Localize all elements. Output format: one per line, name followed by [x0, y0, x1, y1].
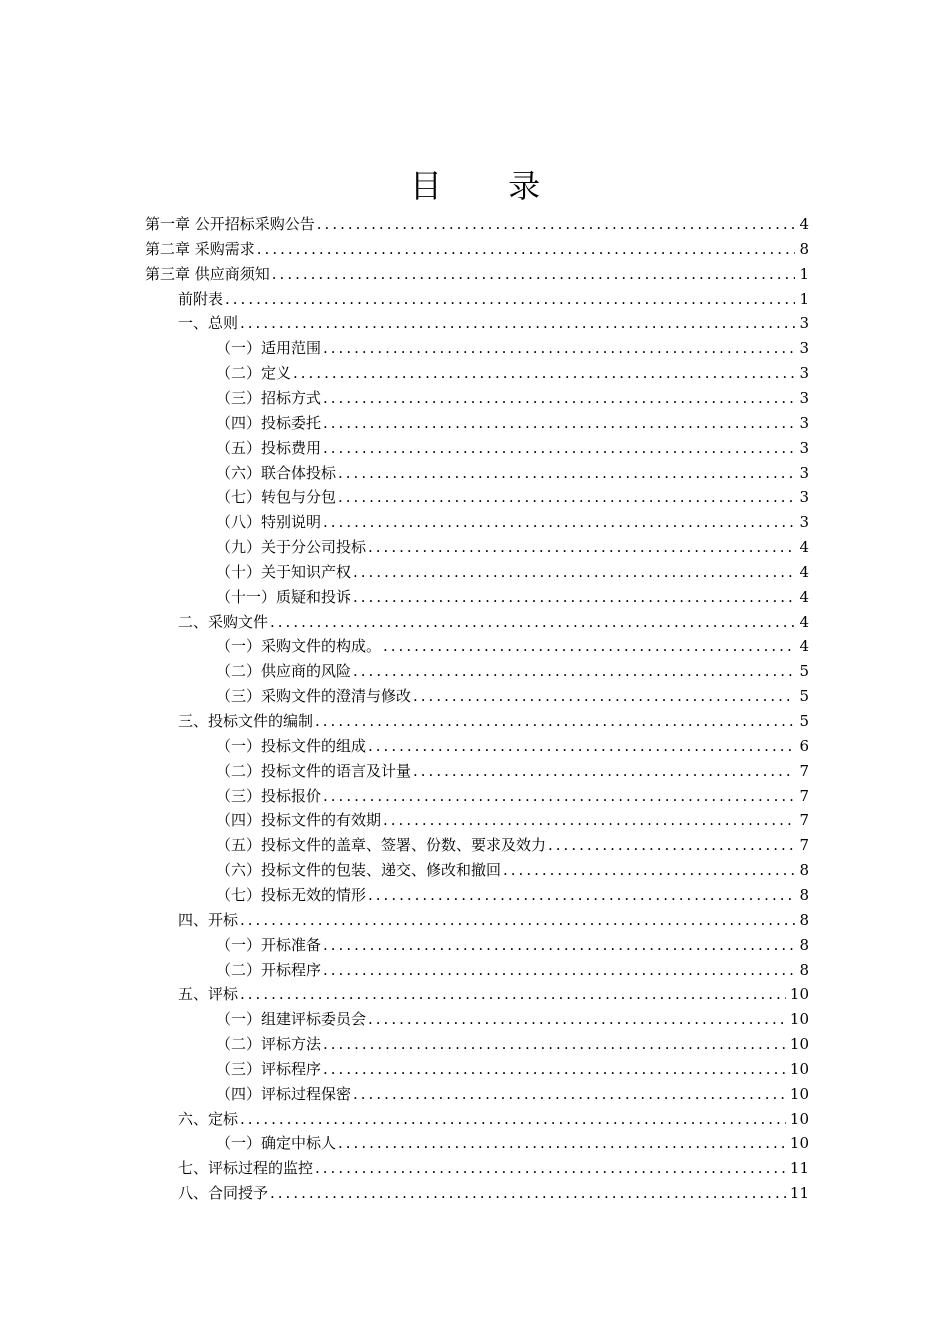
page-title: 目 录	[409, 167, 569, 205]
dot-leader	[353, 587, 795, 607]
dot-leader	[317, 214, 795, 234]
toc-entry-label: （三）招标方式	[216, 388, 322, 407]
toc-entry-label: 八、合同授予	[178, 1184, 269, 1203]
toc-entry-page: 7	[799, 786, 809, 805]
toc-entry-label: （二）供应商的风险	[216, 662, 352, 681]
dot-leader	[368, 537, 795, 557]
toc-entry[interactable]	[216, 1079, 809, 1104]
toc-entry[interactable]	[145, 259, 809, 284]
toc-entry-page: 4	[799, 562, 809, 581]
toc-entry-page: 11	[789, 1159, 809, 1178]
toc-entry[interactable]	[216, 408, 809, 433]
toc-entry-page: 1	[799, 289, 809, 308]
toc-entry-label: （四）投标委托	[216, 413, 322, 432]
toc-entry-label: 二、采购文件	[178, 612, 269, 631]
dot-leader	[353, 661, 795, 681]
toc-entry-page: 8	[799, 935, 809, 954]
toc-entry-page: 6	[799, 736, 809, 755]
toc-entry[interactable]	[178, 308, 809, 333]
dot-leader	[338, 487, 795, 507]
toc-entry-page: 4	[799, 215, 809, 233]
dot-leader	[383, 810, 795, 830]
toc-entry[interactable]	[216, 830, 809, 855]
dot-leader	[338, 463, 795, 483]
toc-entry[interactable]	[216, 781, 809, 806]
toc-entry[interactable]	[178, 706, 809, 731]
toc-entry-label: 第三章 供应商须知	[145, 264, 270, 283]
dot-leader	[323, 413, 795, 433]
toc-entry-page: 3	[799, 388, 809, 407]
dot-leader	[323, 512, 795, 532]
toc-entry[interactable]	[216, 681, 809, 706]
toc-entry[interactable]	[216, 1029, 809, 1054]
toc-entry[interactable]	[216, 1054, 809, 1079]
dot-leader	[323, 1059, 786, 1079]
toc-entry-page: 8	[799, 239, 809, 258]
toc-entry-label: 一、总则	[178, 314, 239, 333]
toc-entry-page: 8	[799, 861, 809, 880]
toc-entry-label: （九）关于分公司投标	[216, 538, 367, 557]
toc-entry-label: （一）适用范围	[216, 339, 322, 358]
toc-entry-page: 3	[799, 463, 809, 482]
dot-leader	[240, 984, 786, 1004]
toc-entry[interactable]	[216, 1004, 809, 1029]
toc-entry[interactable]	[216, 582, 809, 607]
toc-entry[interactable]	[216, 805, 809, 830]
toc-entry-page: 4	[799, 538, 809, 557]
toc-entry[interactable]	[178, 905, 809, 930]
toc-entry[interactable]	[216, 333, 809, 358]
toc-entry-page: 8	[799, 885, 809, 904]
toc-entry-page: 3	[799, 438, 809, 457]
toc-entry[interactable]	[178, 1153, 809, 1178]
toc-entry[interactable]	[216, 855, 809, 880]
toc-entry-label: 第一章 公开招标采购公告	[145, 215, 315, 233]
toc-entry[interactable]	[216, 880, 809, 905]
dot-leader	[368, 736, 795, 756]
toc-entry-page: 3	[799, 413, 809, 432]
dot-leader	[368, 1009, 786, 1029]
toc-entry[interactable]	[216, 383, 809, 408]
dot-leader	[323, 786, 795, 806]
toc-entry[interactable]	[216, 756, 809, 781]
toc-entry-page: 8	[799, 910, 809, 929]
toc-entry-label: （三）评标程序	[216, 1059, 322, 1078]
toc-entry[interactable]	[216, 930, 809, 955]
toc-entry[interactable]	[216, 458, 809, 483]
dot-leader	[257, 239, 795, 259]
toc-entry-label: （七）转包与分包	[216, 488, 337, 507]
toc-entry[interactable]	[216, 482, 809, 507]
dot-leader	[323, 338, 795, 358]
dot-leader	[413, 761, 795, 781]
toc-entry[interactable]	[216, 955, 809, 980]
toc-entry-label: 六、定标	[178, 1109, 239, 1128]
toc-entry-label: 三、投标文件的编制	[178, 712, 314, 730]
toc-entry[interactable]	[216, 433, 809, 458]
toc-entry[interactable]	[178, 979, 809, 1004]
toc-entry-label: （一）组建评标委员会	[216, 1010, 367, 1029]
dot-leader	[240, 313, 795, 333]
dot-leader	[315, 711, 795, 731]
toc-entry-label: 七、评标过程的监控	[178, 1159, 314, 1178]
dot-leader	[323, 388, 795, 408]
toc-entry-label: （四）投标文件的有效期	[216, 811, 382, 830]
toc-entry-page: 3	[799, 314, 809, 333]
dot-leader	[338, 1133, 786, 1153]
toc-entry-page: 3	[799, 488, 809, 507]
dot-leader	[323, 960, 795, 980]
toc-entry-page: 11	[789, 1184, 809, 1203]
dot-leader	[323, 935, 795, 955]
toc-entry-label: （四）评标过程保密	[216, 1084, 352, 1103]
toc-entry-label: （六）联合体投标	[216, 463, 337, 482]
toc-entry[interactable]	[178, 1104, 809, 1129]
toc-entry-page: 4	[799, 587, 809, 606]
toc-entry[interactable]	[216, 656, 809, 681]
toc-entry[interactable]	[178, 1178, 809, 1203]
toc-entry-label: （三）投标报价	[216, 786, 322, 805]
toc-entry-page: 3	[799, 513, 809, 532]
toc-entry-page: 4	[799, 637, 809, 656]
dot-leader	[293, 363, 795, 383]
toc-entry-label: 五、评标	[178, 985, 239, 1004]
toc-entry-label: （五）投标费用	[216, 438, 322, 457]
toc-entry-label: （五）投标文件的盖章、签署、份数、要求及效力	[216, 836, 547, 855]
toc-entry-label: （一）确定中标人	[216, 1134, 337, 1153]
toc-entry-label: （十一）质疑和投诉	[216, 587, 352, 606]
toc-entry-label: （一）开标准备	[216, 935, 322, 954]
dot-leader	[323, 438, 795, 458]
toc-entry-page: 5	[799, 712, 809, 730]
dot-leader	[270, 1183, 786, 1203]
toc-entry-page: 7	[799, 836, 809, 855]
toc-entry-page: 10	[789, 1084, 809, 1103]
toc-entry-page: 3	[799, 339, 809, 358]
toc-entry[interactable]	[216, 557, 809, 582]
toc-entry-label: （二）投标文件的语言及计量	[216, 761, 412, 780]
toc-entry[interactable]	[145, 234, 809, 259]
toc-entry[interactable]	[216, 358, 809, 383]
toc-entry-label: （一）采购文件的构成。	[216, 637, 382, 656]
toc-entry[interactable]	[178, 607, 809, 632]
toc-entry-page: 10	[789, 985, 809, 1004]
toc-entry-page: 10	[789, 1134, 809, 1153]
toc-entry-label: （六）投标文件的包装、递交、修改和撤回	[216, 861, 502, 880]
toc-entry[interactable]	[216, 532, 809, 557]
toc-entry-page: 7	[799, 811, 809, 830]
dot-leader	[270, 612, 795, 632]
toc-entry-label: （二）评标方法	[216, 1035, 322, 1054]
toc-entry-page: 8	[799, 960, 809, 979]
dot-leader	[225, 289, 795, 309]
toc-entry[interactable]	[216, 731, 809, 756]
dot-leader	[383, 636, 795, 656]
toc-entry[interactable]	[178, 284, 809, 309]
toc-entry[interactable]	[216, 507, 809, 532]
toc-entry-page: 10	[789, 1035, 809, 1054]
dot-leader	[315, 1158, 786, 1178]
dot-leader	[272, 264, 795, 284]
dot-leader	[368, 885, 795, 905]
toc-entry-label: （十）关于知识产权	[216, 562, 352, 581]
toc-entry-page: 4	[799, 612, 809, 631]
dot-leader	[503, 860, 795, 880]
dot-leader	[353, 562, 795, 582]
toc-entry-label: （三）采购文件的澄清与修改	[216, 687, 412, 706]
toc-entry-page: 10	[789, 1010, 809, 1029]
dot-leader	[323, 1034, 786, 1054]
toc-entry[interactable]	[145, 209, 809, 234]
toc-entry[interactable]	[216, 631, 809, 656]
dot-leader	[548, 835, 795, 855]
toc-entry-page: 5	[799, 662, 809, 681]
toc-entry-label: （二）开标程序	[216, 960, 322, 979]
toc-entry-label: （二）定义	[216, 364, 292, 383]
toc-entry-page: 3	[799, 364, 809, 383]
toc-entry-page: 10	[789, 1109, 809, 1128]
dot-leader	[413, 686, 795, 706]
dot-leader	[240, 1109, 786, 1129]
toc-entry-page: 5	[799, 687, 809, 706]
toc-entry-label: （一）投标文件的组成	[216, 736, 367, 755]
toc-entry-label: 前附表	[178, 289, 224, 308]
toc-entry[interactable]	[216, 1128, 809, 1153]
toc-entry-label: （七）投标无效的情形	[216, 885, 367, 904]
dot-leader	[353, 1084, 786, 1104]
toc-entry-page: 1	[799, 264, 809, 283]
toc-entry-page: 10	[789, 1059, 809, 1078]
toc-entry-label: 第二章 采购需求	[145, 239, 255, 258]
toc-entry-label: （八）特别说明	[216, 513, 322, 532]
dot-leader	[240, 910, 795, 930]
toc-entry-page: 7	[799, 761, 809, 780]
toc-entry-label: 四、开标	[178, 910, 239, 929]
